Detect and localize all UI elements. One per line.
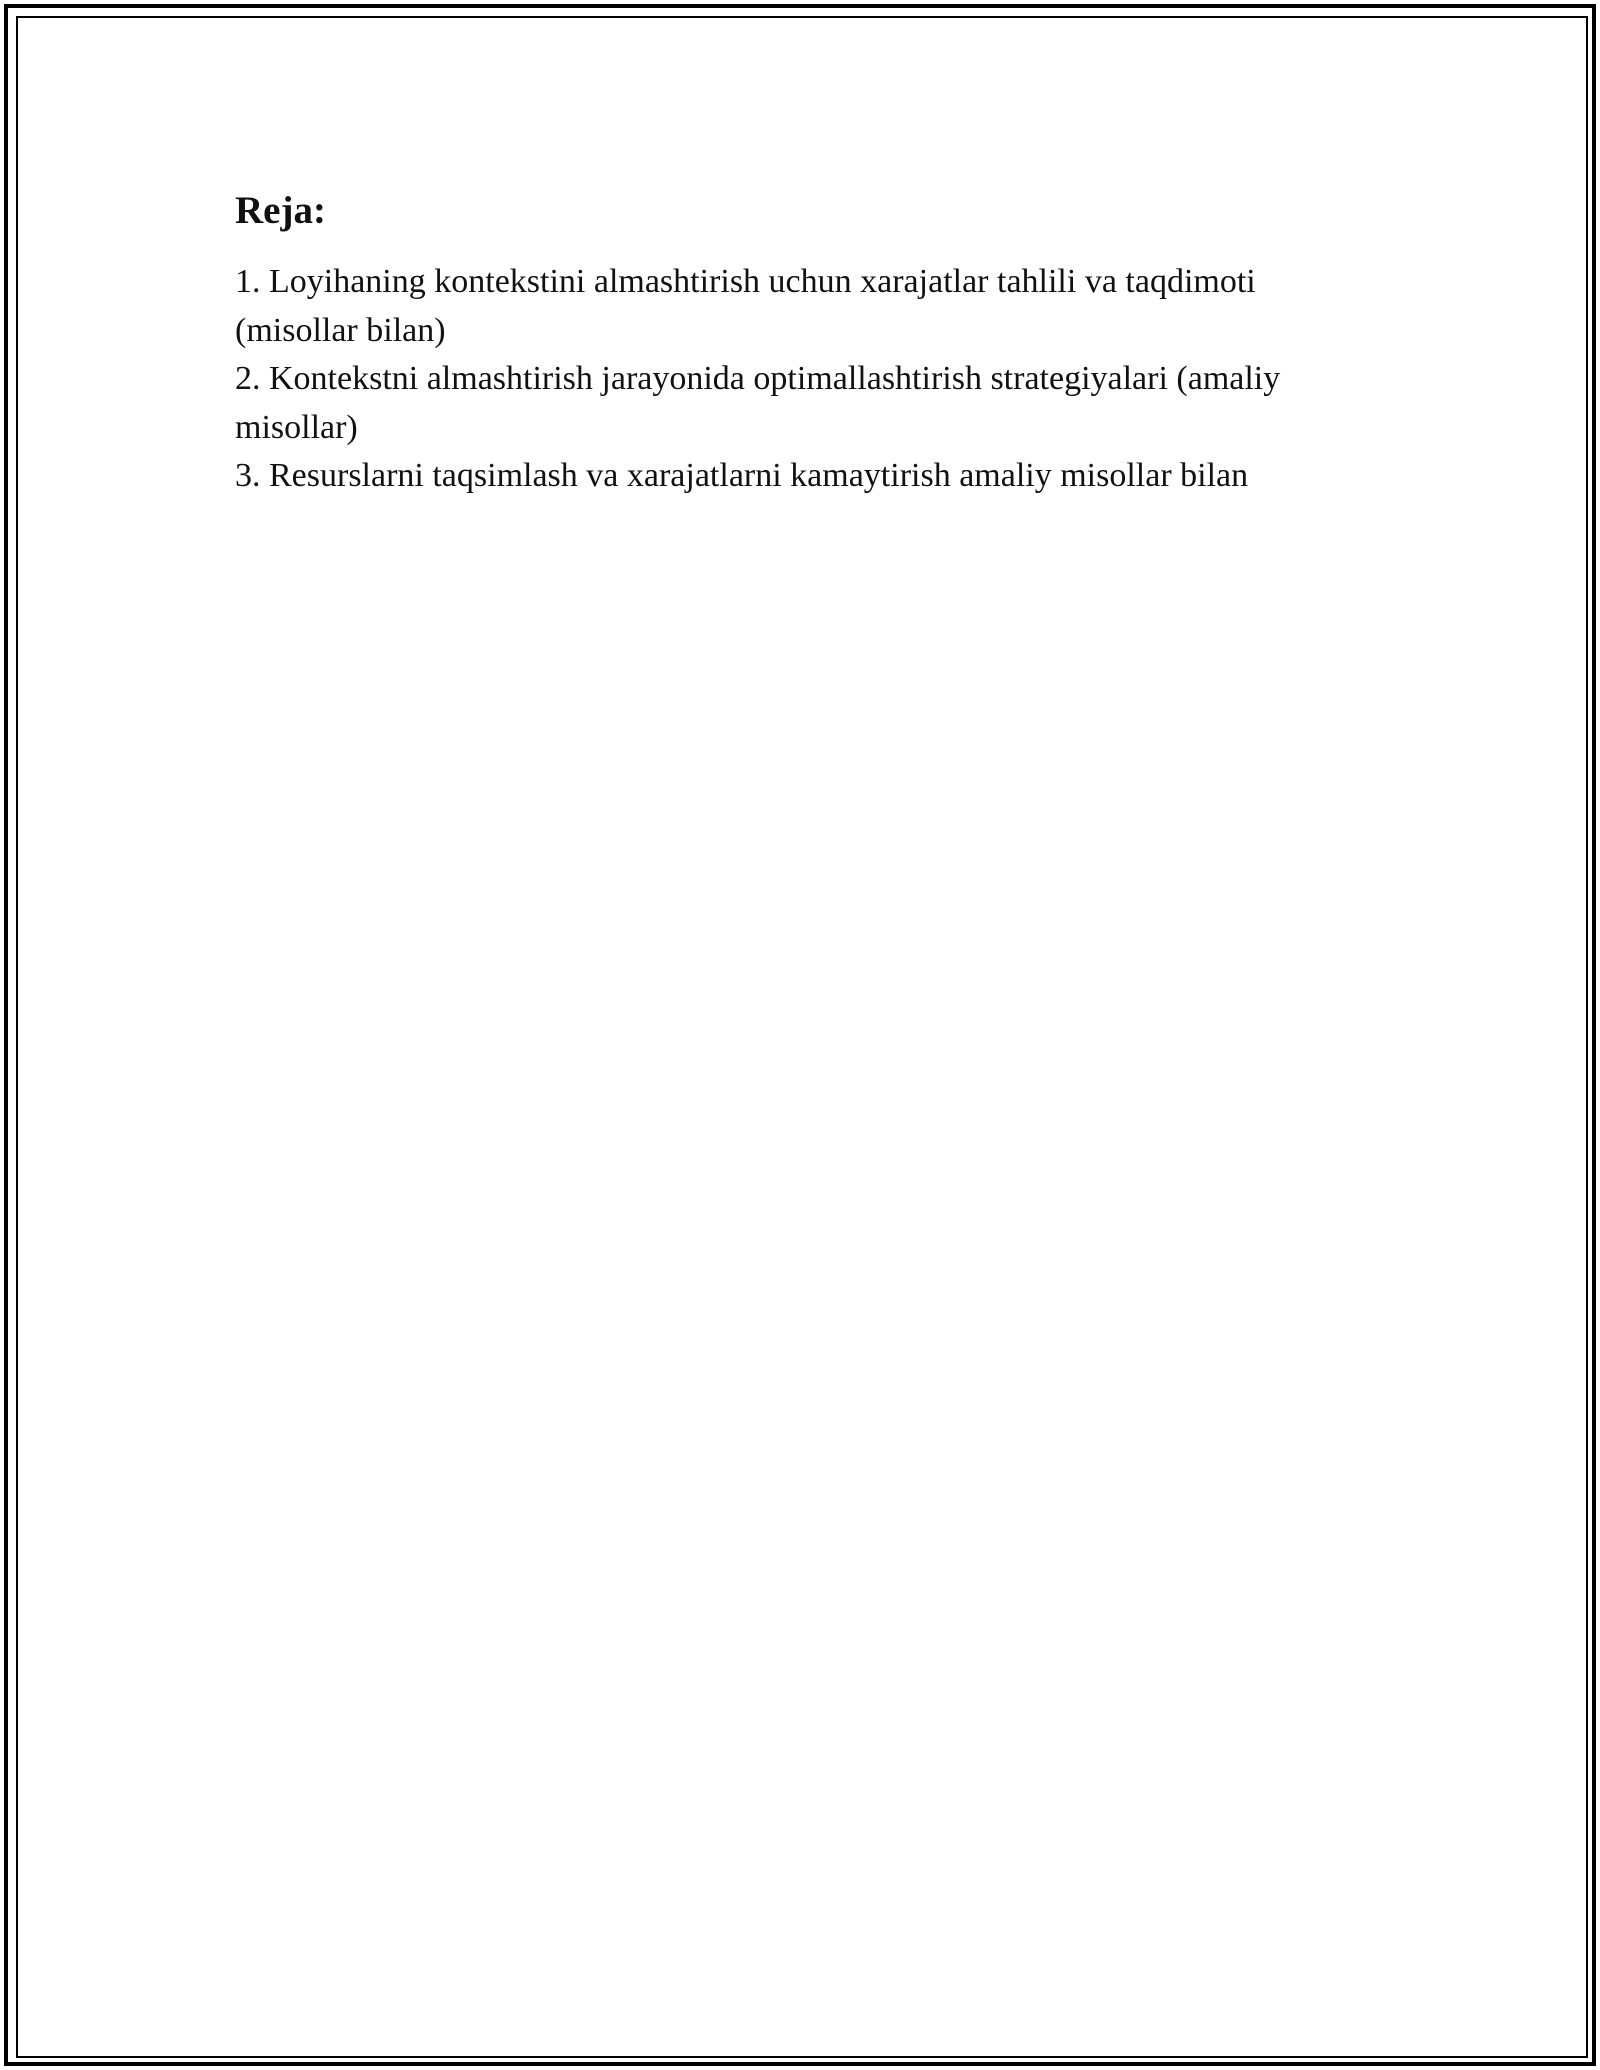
plan-list (235, 258, 1385, 501)
plan-item-2: 2. Kontekstni almashtirish jarayonida optimallashtirish strategiyalari (amaliy misollar) (235, 360, 1281, 446)
plan-item-1: 1. Loyihaning kontekstini almashtirish uchun xarajatlar tahlili va taqdimoti (misollar bilan) (235, 263, 1256, 349)
document-body (235, 186, 1385, 501)
plan-item-3: 3. Resurslarni taqsimlash va xarajatlarni kamaytirish amaliy misollar bilan (235, 457, 1249, 494)
page-title: Reja: (235, 189, 326, 232)
